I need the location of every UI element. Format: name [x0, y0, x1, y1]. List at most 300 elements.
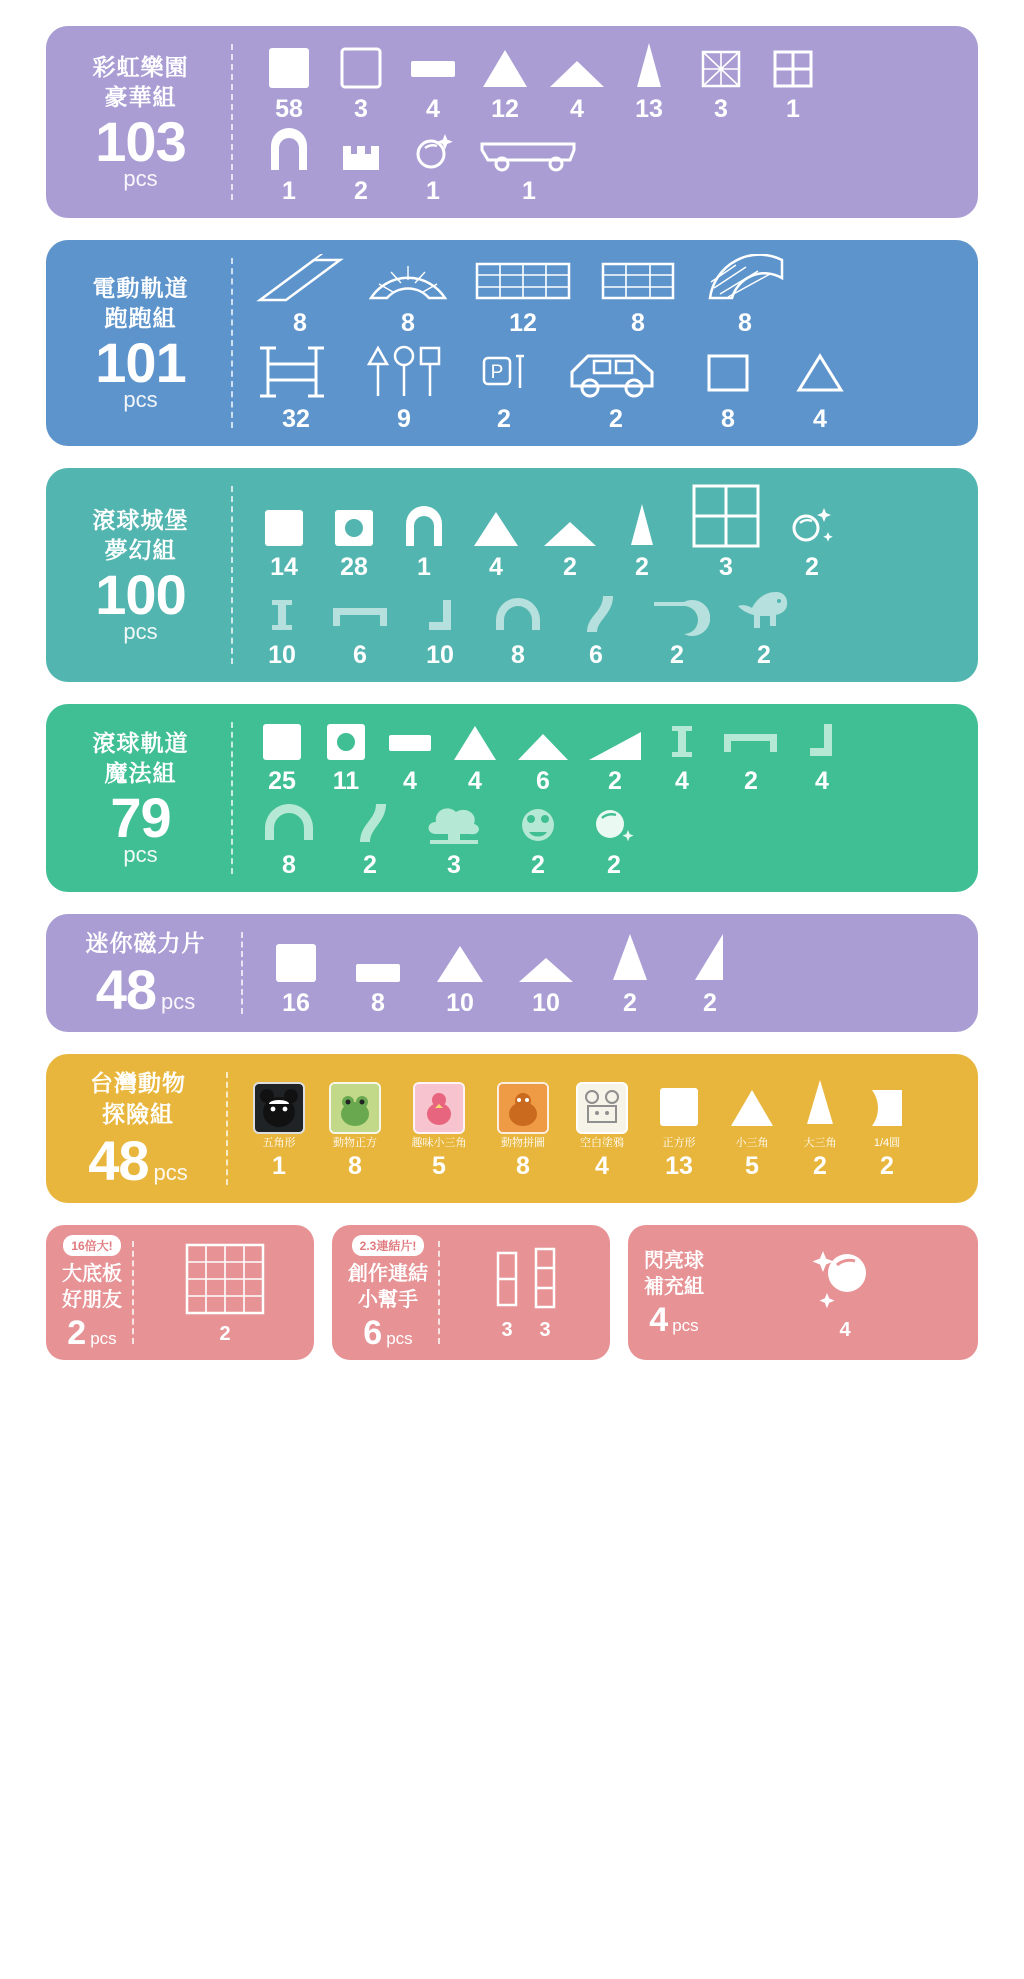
part-qty: 8 — [293, 309, 307, 337]
part-qty: 3 — [719, 553, 733, 581]
set-card-ball-track-magic — [46, 704, 978, 892]
part-triangle-tall — [599, 930, 661, 1016]
part-qty: 1 — [272, 1152, 286, 1181]
set-card-taiwan-animals — [46, 1054, 978, 1203]
mini-title-line-2: 小幫手 — [358, 1289, 418, 1312]
triangle-wide-icon — [515, 936, 577, 986]
part-square-hole — [317, 718, 375, 794]
triangle-wide-icon — [546, 44, 608, 92]
triangle-tall-icon — [607, 930, 653, 986]
part-qty: 10 — [532, 989, 560, 1018]
car-icon — [564, 342, 668, 402]
part-qty: 13 — [635, 95, 663, 123]
set-count-unit: pcs — [153, 1160, 188, 1186]
arch-door-icon — [401, 502, 447, 550]
set-count-unit: pcs — [161, 989, 196, 1015]
arch-chute-icon — [259, 800, 319, 848]
set-count — [95, 331, 186, 413]
mini-card-row — [46, 1225, 978, 1360]
mini-badge: 2.3連結片! — [352, 1235, 425, 1256]
part-curve-track — [365, 254, 451, 336]
mini-count-number: 4 — [649, 1301, 669, 1340]
part-slide-chute — [565, 590, 627, 668]
parts-row — [263, 930, 962, 1016]
part-qty: 8 — [738, 309, 752, 337]
mini-card-connector-helper — [332, 1225, 610, 1360]
part-qty: 2 — [354, 177, 368, 205]
part-trailer-car — [469, 128, 589, 204]
part-qty: 2 — [670, 641, 684, 669]
mini-title-line-1: 創作連結 — [348, 1263, 428, 1286]
part-triangle-wide — [537, 502, 603, 580]
part-square-filled — [253, 44, 325, 122]
part-label: 大三角 — [803, 1137, 837, 1150]
mini-card-shiny-ball-refill — [628, 1225, 978, 1360]
part-square-filled — [263, 936, 329, 1016]
parts-list — [233, 240, 978, 446]
part-arch-chute — [483, 592, 553, 668]
mini-divider — [438, 1241, 440, 1344]
part-qty: 6 — [589, 641, 603, 669]
part-parking-sign — [469, 342, 539, 432]
slide-chute-icon — [573, 590, 619, 638]
part-photo-puzzle — [488, 1082, 558, 1179]
part-qty: 3 — [447, 851, 461, 879]
corner-chute-icon — [417, 592, 463, 638]
mini-summary — [636, 1235, 712, 1350]
part-qty: 3 — [539, 1319, 551, 1342]
part-label: 五角形 — [262, 1137, 296, 1150]
part-qty: 4 — [468, 767, 482, 795]
mini-parts — [712, 1235, 970, 1350]
part-sign-posts — [361, 342, 447, 432]
part-sparkle-ball — [583, 800, 645, 878]
part-qty: 12 — [509, 309, 537, 337]
part-qty: 58 — [275, 95, 303, 123]
part-qty: 3 — [501, 1319, 513, 1342]
triangle-equilateral-icon — [450, 718, 500, 764]
parts-list — [233, 704, 978, 892]
part-ramp-track — [253, 254, 347, 336]
parts-row — [253, 128, 962, 204]
part-qty: 2 — [531, 851, 545, 879]
trailer-car-icon — [474, 128, 584, 174]
part-qty: 11 — [332, 767, 360, 795]
set-summary — [46, 240, 231, 446]
mini-summary — [54, 1235, 130, 1353]
triangle-equilateral-icon — [470, 502, 522, 550]
i-beam-icon — [664, 718, 700, 764]
set-title-line-2: 豪華組 — [104, 84, 177, 110]
part-qty: 2 — [497, 405, 511, 433]
part-qty: 5 — [745, 1152, 759, 1181]
part-qty: 1 — [522, 177, 536, 205]
part-qty: 3 — [354, 95, 368, 123]
set-summary — [46, 468, 231, 682]
part-big-square-quad — [681, 482, 771, 580]
track-support-icon — [256, 342, 336, 402]
part-qty: 8 — [721, 405, 735, 433]
set-card-ball-castle — [46, 468, 978, 682]
part-qty: 2 — [609, 405, 623, 433]
part-photo-bird — [400, 1082, 478, 1179]
set-count-unit: pcs — [123, 387, 158, 413]
slide-chute-icon — [348, 800, 392, 848]
sparkle-ball-icon — [784, 502, 840, 550]
connector-2-icon — [492, 1243, 522, 1315]
part-label: 動物正方 — [333, 1137, 377, 1150]
set-count-number: 103 — [95, 110, 186, 174]
photo-blank-icon — [576, 1082, 628, 1134]
right-triangle-icon — [585, 718, 645, 764]
part-rectangle — [381, 718, 439, 794]
square-outline-icon — [703, 342, 753, 402]
part-triangle-slim — [679, 930, 741, 1016]
part-qty: 2 — [608, 767, 622, 795]
part-sparkle-ball — [397, 128, 469, 204]
part-label: 小三角 — [735, 1137, 769, 1150]
photo-bear-icon — [253, 1082, 305, 1134]
set-summary — [46, 704, 231, 892]
grid-track-icon — [599, 254, 677, 306]
part-qty: 13 — [665, 1152, 693, 1181]
connector-3-icon — [530, 1243, 560, 1315]
part-triangle-wide — [511, 936, 581, 1016]
set-title-line-2: 跑跑組 — [104, 305, 177, 331]
part-qty: 3 — [714, 95, 728, 123]
part-qty: 1 — [417, 553, 431, 581]
animal-face-icon — [515, 800, 561, 848]
part-qty: 8 — [348, 1152, 362, 1181]
part-qty: 4 — [839, 1319, 851, 1342]
part-arch-door — [393, 502, 455, 580]
part-qty: 4 — [570, 95, 584, 123]
part-connector-2 — [492, 1243, 522, 1342]
part-rectangle — [347, 936, 409, 1016]
parts-list — [243, 914, 978, 1032]
part-qty: 4 — [489, 553, 503, 581]
part-corner-chute — [793, 718, 851, 794]
mini-count-number: 6 — [363, 1314, 383, 1353]
part-rectangle — [397, 44, 469, 122]
part-qty: 4 — [403, 767, 417, 795]
part-dinosaur — [727, 586, 801, 668]
part-qty: 8 — [371, 989, 385, 1018]
part-triangle-equilateral — [722, 1082, 782, 1179]
mini-count-number: 2 — [67, 1314, 87, 1353]
part-square-mesh — [685, 44, 757, 122]
part-qty: 2 — [635, 553, 649, 581]
part-qty: 32 — [282, 405, 310, 433]
set-summary — [46, 1054, 226, 1203]
part-corner-chute — [409, 592, 471, 668]
part-spiral-chute — [639, 590, 715, 668]
part-arch-door — [253, 128, 325, 204]
part-i-beam — [253, 592, 311, 668]
part-baseplate-grid — [181, 1239, 269, 1346]
part-label: 1/4圓 — [873, 1137, 901, 1150]
mini-parts — [442, 1235, 602, 1350]
parts-list — [233, 468, 978, 682]
triangle-outline-icon — [793, 342, 847, 402]
part-qty: 1 — [786, 95, 800, 123]
set-count-number: 100 — [95, 563, 186, 627]
set-count-number: 48 — [88, 1129, 149, 1193]
mini-badge: 16倍大! — [63, 1235, 120, 1256]
part-qty: 8 — [401, 309, 415, 337]
rectangle-icon — [353, 936, 403, 986]
part-qty: 8 — [511, 641, 525, 669]
photo-puzzle-icon — [497, 1082, 549, 1134]
set-card-rainbow-deluxe — [46, 26, 978, 218]
part-qty: 2 — [805, 553, 819, 581]
part-channel-straight — [323, 592, 397, 668]
part-triangle-outline — [785, 342, 855, 432]
part-triangle-equilateral — [469, 44, 541, 122]
ramp-track-icon — [254, 254, 346, 306]
fan-track-icon — [702, 254, 788, 306]
parts-list — [233, 26, 978, 218]
part-animal-face — [509, 800, 567, 878]
photo-bird-icon — [413, 1082, 465, 1134]
part-square-hole — [323, 502, 385, 580]
part-grid-track — [595, 254, 681, 336]
set-summary — [46, 914, 241, 1032]
part-track-support — [253, 342, 339, 432]
parts-list — [228, 1054, 978, 1203]
part-photo-frog — [320, 1082, 390, 1179]
part-qty: 2 — [703, 989, 717, 1018]
rectangle-icon — [386, 718, 434, 764]
part-qty: 4 — [813, 405, 827, 433]
arch-door-icon — [265, 128, 313, 174]
set-title-line-1: 滾球軌道 — [92, 729, 189, 756]
set-count — [95, 563, 186, 645]
part-triangle-tall — [611, 500, 673, 580]
part-square-filled — [253, 502, 315, 580]
square-hole-icon — [324, 718, 368, 764]
part-qty: 1 — [426, 177, 440, 205]
part-qty: 10 — [446, 989, 474, 1018]
mini-title-line-2: 補充組 — [644, 1276, 704, 1299]
set-count-unit: pcs — [123, 619, 158, 645]
triangle-tall-icon — [800, 1078, 840, 1134]
set-count — [110, 786, 171, 868]
set-count — [95, 958, 196, 1022]
mini-count — [67, 1314, 117, 1353]
triangle-equilateral-icon — [727, 1082, 777, 1134]
arch-chute-icon — [490, 592, 546, 638]
part-photo-blank — [568, 1082, 636, 1179]
set-card-mini-magnetic — [46, 914, 978, 1032]
set-count — [95, 110, 186, 192]
triangle-wide-icon — [514, 718, 572, 764]
part-triangle-tall — [613, 40, 685, 122]
part-label: 正方形 — [662, 1137, 696, 1150]
part-qty: 4 — [675, 767, 689, 795]
part-connector-3 — [530, 1243, 560, 1342]
triangle-tall-icon — [622, 500, 662, 550]
set-title-line-2: 探險組 — [102, 1100, 174, 1127]
sparkle-ball-icon — [588, 800, 640, 848]
part-label: 空白塗鴉 — [580, 1137, 624, 1150]
set-title-line-1: 台灣動物 — [90, 1070, 186, 1097]
i-beam-icon — [262, 592, 302, 638]
part-triangle-tall — [792, 1078, 848, 1179]
part-channel-straight — [715, 718, 787, 794]
part-label: 動物拼圖 — [501, 1137, 545, 1150]
part-qty: 4 — [815, 767, 829, 795]
part-photo-bear — [248, 1082, 310, 1179]
set-summary — [46, 26, 231, 218]
square-filled-icon — [260, 718, 304, 764]
parts-row — [253, 342, 962, 432]
part-qty: 9 — [397, 405, 411, 433]
mini-divider — [132, 1241, 134, 1344]
square-outline-icon — [337, 44, 385, 92]
parts-row — [253, 800, 962, 878]
sparkle-ball-icon — [407, 128, 459, 174]
set-count-number: 79 — [110, 786, 171, 850]
part-triangle-wide — [511, 718, 575, 794]
set-title-line-1: 滾球城堡 — [92, 506, 189, 533]
part-castle-wall — [325, 128, 397, 204]
part-qty: 1 — [282, 177, 296, 205]
part-triangle-wide — [541, 44, 613, 122]
channel-straight-icon — [327, 592, 393, 638]
part-quarter-circle — [858, 1082, 916, 1179]
part-arch-chute — [253, 800, 325, 878]
sign-posts-icon — [364, 342, 444, 402]
part-qty: 14 — [270, 553, 298, 581]
mini-title-line-2: 好朋友 — [62, 1289, 122, 1312]
triangle-wide-icon — [540, 502, 600, 550]
parts-row — [248, 1078, 962, 1179]
part-fan-track — [699, 254, 791, 336]
mini-count-unit: pcs — [672, 1316, 699, 1336]
curve-track-icon — [367, 254, 449, 306]
part-qty: 8 — [516, 1152, 530, 1181]
mini-count — [649, 1301, 699, 1340]
part-qty: 2 — [363, 851, 377, 879]
set-title-line-1: 彩虹樂園 — [92, 53, 189, 80]
part-qty: 6 — [536, 767, 550, 795]
set-count-number: 48 — [95, 958, 157, 1022]
part-slide-chute — [341, 800, 399, 878]
channel-straight-icon — [719, 718, 783, 764]
square-filled-icon — [655, 1082, 703, 1134]
part-sparkle-ball — [805, 1243, 885, 1342]
part-qty: 6 — [353, 641, 367, 669]
corner-chute-icon — [800, 718, 844, 764]
part-qty: 10 — [426, 641, 454, 669]
part-label: 趣味小三角 — [411, 1137, 467, 1150]
straight-track-icon — [473, 254, 573, 306]
part-qty: 12 — [491, 95, 519, 123]
parts-row — [253, 40, 962, 122]
dinosaur-icon — [732, 586, 796, 638]
square-mesh-icon — [698, 44, 744, 92]
parts-row — [253, 586, 962, 668]
set-count-unit: pcs — [123, 166, 158, 192]
triangle-tall-icon — [629, 40, 669, 92]
triangle-equilateral-icon — [433, 936, 487, 986]
set-card-electric-track — [46, 240, 978, 446]
big-square-quad-icon — [690, 482, 762, 550]
square-filled-icon — [261, 502, 307, 550]
part-tree — [415, 800, 493, 878]
svg-text:P: P — [490, 362, 504, 383]
sparkle-ball-icon — [805, 1243, 885, 1315]
parts-row — [253, 254, 962, 336]
part-qty: 8 — [282, 851, 296, 879]
part-qty: 28 — [340, 553, 368, 581]
castle-wall-icon — [337, 128, 385, 174]
part-qty: 2 — [744, 767, 758, 795]
parts-row — [253, 482, 962, 580]
triangle-slim-icon — [689, 930, 731, 986]
part-qty: 2 — [813, 1152, 827, 1181]
part-qty: 4 — [595, 1152, 609, 1181]
photo-frog-icon — [329, 1082, 381, 1134]
mini-summary — [340, 1235, 436, 1353]
set-title-line-2: 魔法組 — [104, 760, 177, 786]
part-square-filled — [646, 1082, 712, 1179]
part-qty: 25 — [268, 767, 296, 795]
mini-title-line-1: 大底板 — [62, 1263, 122, 1286]
quarter-circle-icon — [864, 1082, 910, 1134]
part-qty: 16 — [282, 989, 310, 1018]
part-car — [561, 342, 671, 432]
mini-count — [363, 1314, 413, 1353]
square-filled-icon — [265, 44, 313, 92]
part-right-triangle — [581, 718, 649, 794]
parking-sign-icon — [474, 342, 534, 402]
triangle-equilateral-icon — [479, 44, 531, 92]
part-straight-track — [469, 254, 577, 336]
part-qty: 2 — [880, 1152, 894, 1181]
part-triangle-equilateral — [427, 936, 493, 1016]
window-pane-icon — [770, 44, 816, 92]
part-triangle-equilateral — [463, 502, 529, 580]
mini-parts — [136, 1235, 306, 1350]
part-qty: 8 — [631, 309, 645, 337]
spiral-chute-icon — [644, 590, 710, 638]
part-triangle-equilateral — [445, 718, 505, 794]
set-title-line-1: 迷你磁力片 — [85, 930, 206, 956]
rectangle-icon — [407, 44, 459, 92]
part-qty: 4 — [426, 95, 440, 123]
set-count-unit: pcs — [123, 842, 158, 868]
part-qty: 2 — [563, 553, 577, 581]
parts-row — [253, 718, 962, 794]
set-count-number: 101 — [95, 331, 186, 395]
part-square-outline — [325, 44, 397, 122]
part-square-outline — [693, 342, 763, 432]
part-square-filled — [253, 718, 311, 794]
square-hole-icon — [331, 502, 377, 550]
part-qty: 10 — [268, 641, 296, 669]
set-count — [88, 1129, 188, 1193]
mini-title-line-1: 閃亮球 — [644, 1250, 704, 1273]
part-qty: 2 — [623, 989, 637, 1018]
part-qty: 2 — [219, 1323, 231, 1346]
set-title-line-2: 夢幻組 — [104, 537, 177, 563]
tree-icon — [420, 800, 488, 848]
part-sparkle-ball — [779, 502, 845, 580]
mini-count-unit: pcs — [386, 1329, 413, 1349]
part-i-beam — [655, 718, 709, 794]
